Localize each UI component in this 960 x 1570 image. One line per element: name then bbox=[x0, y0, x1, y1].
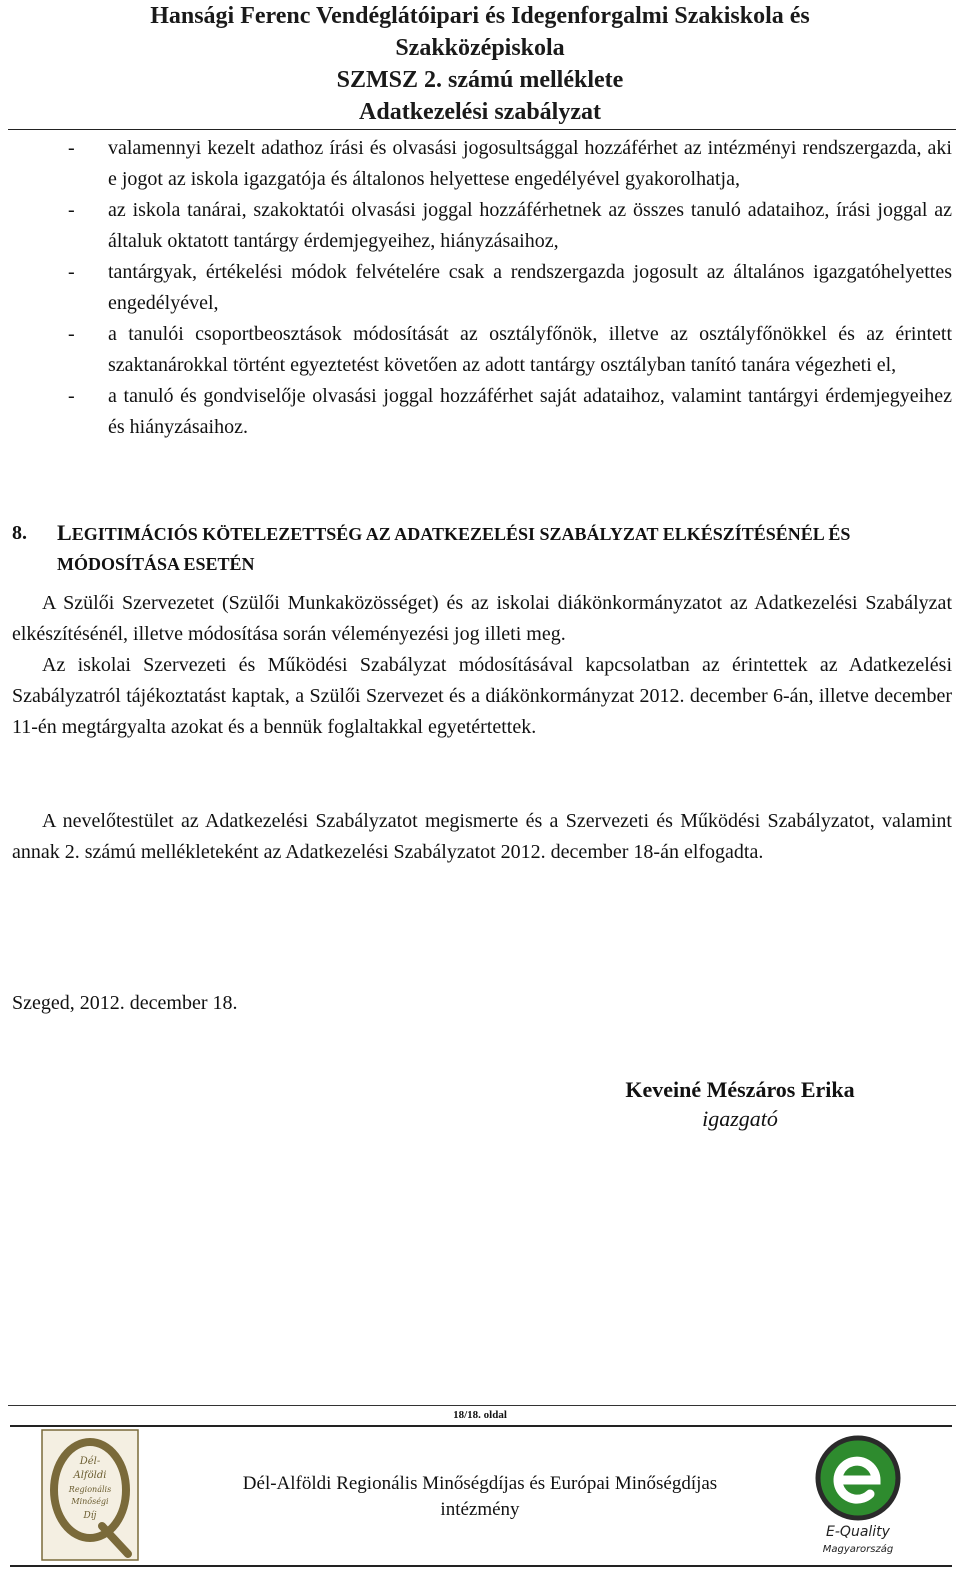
list-item-text: a tanulói csoportbeosztások módosítását az osztályfőnök, illetve az osztályfőnökkel és az érintett szaktanárokkal történt egyeztetést követően az adott tantárgy osztályban tanító tanára végezheti el, bbox=[108, 323, 952, 376]
footer-text-line: intézmény bbox=[440, 1499, 520, 1520]
logo-left-text: Regionális bbox=[68, 1485, 112, 1494]
bullet-marker: - bbox=[68, 323, 75, 345]
signatory-title: igazgató bbox=[702, 1106, 778, 1131]
regional-quality-award-logo bbox=[40, 1428, 140, 1562]
logo-right-text: Magyarország bbox=[822, 1544, 894, 1555]
bullet-marker: - bbox=[68, 261, 75, 283]
header-school-name: Hansági Ferenc Vendéglátóipari és Idegenforgalmi Szakiskola és bbox=[150, 3, 810, 29]
access-rights-list bbox=[12, 133, 952, 443]
list-item bbox=[12, 195, 952, 257]
paragraph-consultation: Az iskolai Szervezeti és Működési Szabályzat módosításával kapcsolatban az érintettek az Adatkezelési Szabályzatról tájékoztatást kaptak, a Szülői Szervezet és a diákönkormányzat 2012. december 6-án, illetve december 11-én megtárgyalta azokat és a bennük foglaltakkal egyetértettek. bbox=[12, 654, 952, 738]
e-quality-logo bbox=[810, 1428, 906, 1562]
section-number: 8. bbox=[12, 522, 27, 544]
header-school-type: Szakközépiskola bbox=[395, 35, 565, 61]
logo-left-text: Díj bbox=[83, 1511, 97, 1521]
signatory-name: Keveiné Mészáros Erika bbox=[625, 1077, 855, 1102]
logo-left-text: Alföldi bbox=[73, 1470, 107, 1481]
header-annex: SZMSZ 2. számú melléklete bbox=[336, 67, 624, 93]
page-number: 18/18. oldal bbox=[453, 1409, 507, 1421]
list-item-text: tantárgyak, értékelési módok felvételére csak a rendszergazda jogosult az általános igazgatóhelyettes engedélyével, bbox=[108, 261, 952, 314]
list-item bbox=[12, 319, 952, 381]
footer-divider bbox=[8, 1405, 956, 1406]
header-document-title: Adatkezelési szabályzat bbox=[359, 99, 601, 125]
place-and-date: Szeged, 2012. december 18. bbox=[12, 992, 238, 1014]
document-header bbox=[0, 0, 960, 128]
list-item-text: a tanuló és gondviselője olvasási joggal hozzáférhet saját adataihoz, valamint tantárgyi érdemjegyeihez és hiányzásaihoz. bbox=[108, 385, 952, 438]
footer-institution-text bbox=[200, 1471, 760, 1523]
logo-right-text: E-Quality bbox=[826, 1524, 890, 1540]
list-item bbox=[12, 133, 952, 195]
list-item bbox=[12, 257, 952, 319]
list-item-text: valamennyi kezelt adathoz írási és olvasási jogosultsággal hozzáférhet az intézményi rendszergazda, aki e jogot az iskola igazgatója és általonos helyettese engedélyével gyakorolhatja, bbox=[108, 137, 952, 190]
header-divider bbox=[8, 129, 956, 130]
bullet-marker: - bbox=[68, 199, 75, 221]
list-item bbox=[12, 381, 952, 443]
footer-text-line: Dél-Alföldi Regionális Minőségdíjas és Európai Minőségdíjas bbox=[242, 1473, 718, 1494]
paragraph-staff-approval: A nevelőtestület az Adatkezelési Szabályzatot megismerte és a Szervezeti és Működési Szabályzatot, valamint annak 2. számú mellékleteként az Adatkezelési Szabályzatot 2012. december 18-án elfogadta. bbox=[12, 810, 952, 863]
logo-left-text: Minőségi bbox=[71, 1497, 109, 1506]
list-item-text: az iskola tanárai, szakoktatói olvasási joggal hozzáférhetnek az összes tanuló adataihoz, írási joggal az általuk oktatott tantárgy érdemjegyeihez, hiányzásaihoz, bbox=[108, 199, 952, 252]
bullet-marker: - bbox=[68, 385, 75, 407]
logo-left-text: Dél- bbox=[79, 1456, 101, 1467]
bullet-marker: - bbox=[68, 137, 75, 159]
section-title: LEGITIMÁCIÓS KÖTELEZETTSÉG AZ ADATKEZELÉSI SZABÁLYZAT ELKÉSZÍTÉSÉNÉL ÉS MÓDOSÍTÁSA ESETÉN bbox=[57, 520, 851, 574]
paragraph-parents-students: A Szülői Szervezetet (Szülői Munkaközösséget) és az iskolai diákönkormányzatot az Adatkezelési Szabályzat elkészítésénél, illetve módosítása során véleményezési jog illeti meg. bbox=[12, 592, 952, 645]
section-heading bbox=[12, 518, 952, 579]
